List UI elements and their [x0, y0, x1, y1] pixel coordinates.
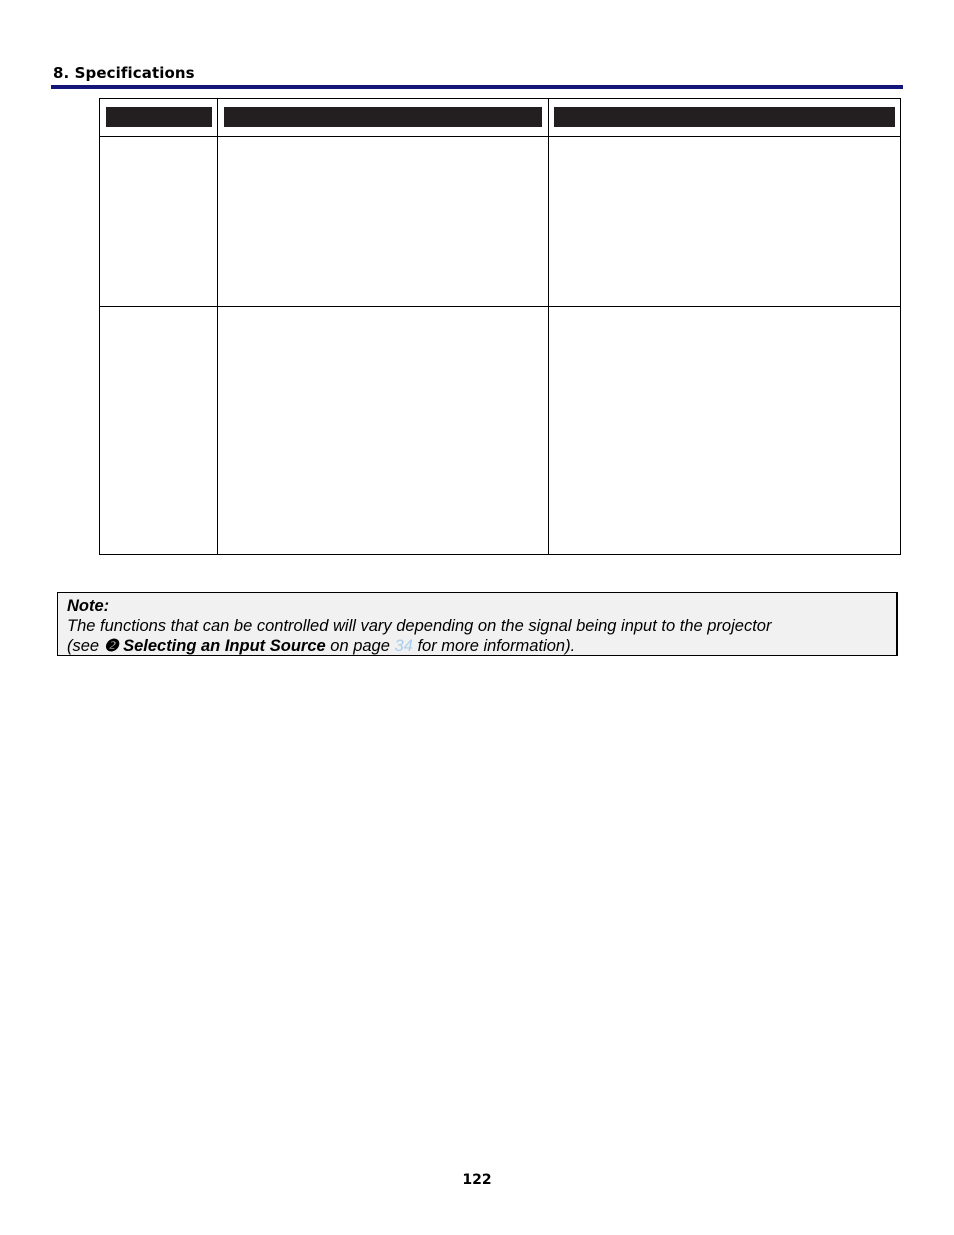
spec-table	[99, 98, 901, 555]
note-reference-line	[67, 636, 887, 656]
note-ref-prefix: (see	[67, 637, 104, 655]
note-ref-middle: on page	[325, 637, 395, 655]
table-column-divider	[548, 99, 549, 554]
note-ref-suffix: for more information).	[412, 637, 576, 655]
note-text-line: The functions that can be controlled will vary depending on the signal being input to the projector	[67, 617, 772, 635]
page-number: 122	[462, 1172, 492, 1188]
table-column-divider	[217, 99, 218, 554]
table-header-cell	[224, 107, 542, 127]
table-header-cell	[554, 107, 895, 127]
note-heading: Note:	[67, 597, 110, 615]
section-title: 8. Specifications	[53, 64, 195, 82]
note-box	[57, 592, 898, 656]
bullet-icon: ❷	[103, 637, 119, 655]
table-row-divider	[100, 136, 900, 137]
table-header-cell	[106, 107, 212, 127]
table-row-divider	[100, 306, 900, 307]
note-ref-title: Selecting an Input Source	[118, 637, 326, 655]
page-link[interactable]: 34	[394, 637, 413, 655]
title-rule	[51, 85, 903, 89]
